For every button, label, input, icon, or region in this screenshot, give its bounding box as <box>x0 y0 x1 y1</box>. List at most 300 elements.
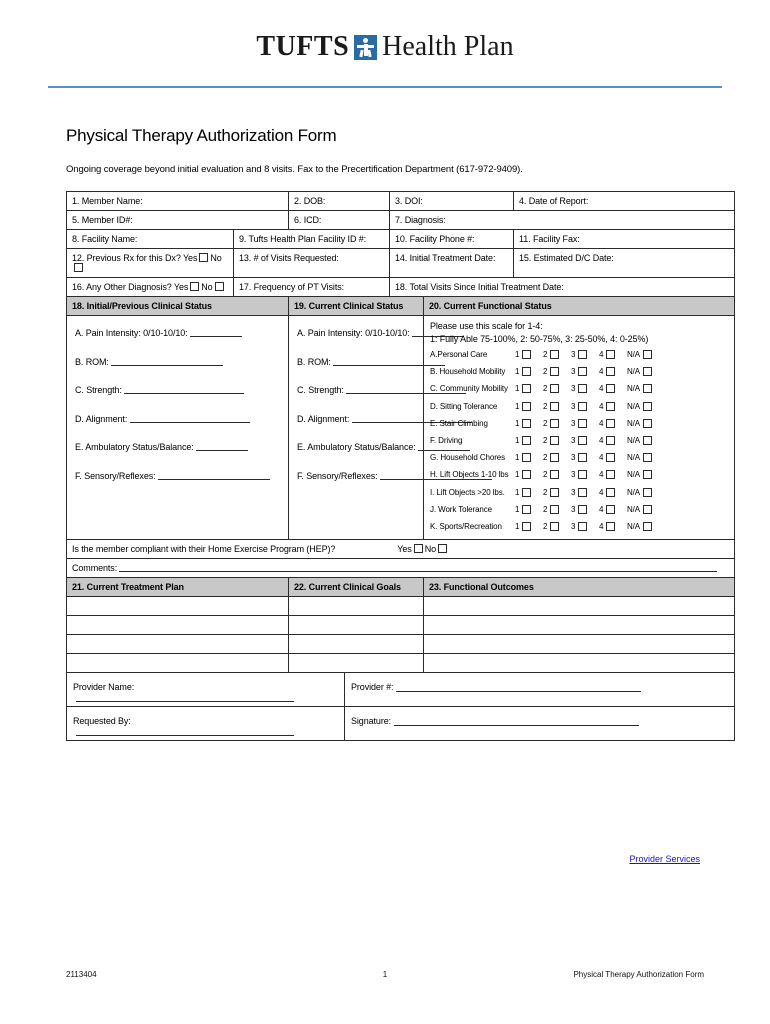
page-footer <box>66 970 704 979</box>
field-total-visits[interactable]: 18. Total Visits Since Initial Treatment Date: <box>390 278 735 297</box>
functional-option-3[interactable] <box>571 419 599 428</box>
functional-option-checkbox[interactable] <box>550 367 559 376</box>
functional-option-checkbox[interactable] <box>550 453 559 462</box>
provider-number-label: Provider #: <box>351 682 394 693</box>
section-header-functional-outcomes: 23. Functional Outcomes <box>424 578 735 597</box>
functional-status-row <box>430 432 730 449</box>
field-previous-rx[interactable] <box>67 249 234 278</box>
functional-option-checkbox[interactable] <box>578 453 587 462</box>
current-clinical-status-cell <box>289 316 424 540</box>
functional-option-4[interactable] <box>599 367 627 376</box>
functional-option-checkbox[interactable] <box>522 367 531 376</box>
functional-status-label: D. Sitting Tolerance <box>430 401 498 411</box>
table-row <box>67 192 735 211</box>
hep-question-label: Is the member compliant with their Home Exercise Program (HEP)? <box>72 544 336 555</box>
functional-option-checkbox[interactable] <box>643 436 652 445</box>
functional-option-4[interactable] <box>599 522 627 531</box>
table-row <box>67 297 735 316</box>
functional-option-2[interactable] <box>543 367 571 376</box>
clinical-item[interactable] <box>297 357 419 367</box>
functional-option-checkbox[interactable] <box>606 488 615 497</box>
functional-option-label: 4 <box>599 487 604 497</box>
functional-option-label: 1 <box>515 367 520 377</box>
functional-option-label: 2 <box>543 367 548 377</box>
functional-outcomes-cell[interactable] <box>424 597 735 616</box>
functional-outcomes-cell[interactable] <box>424 616 735 635</box>
functional-option-checkbox[interactable] <box>643 522 652 531</box>
treatment-plan-cell[interactable] <box>67 654 289 673</box>
field-facility-name[interactable]: 8. Facility Name: <box>67 230 234 249</box>
clinical-item-blank[interactable] <box>158 471 270 480</box>
clinical-item-label: B. ROM: <box>75 356 109 367</box>
functional-option-label: N/A <box>627 487 641 497</box>
table-row <box>67 249 735 278</box>
clinical-goals-cell[interactable] <box>289 635 424 654</box>
functional-option-label: 2 <box>543 436 548 446</box>
functional-status-label: C. Community Mobility <box>430 384 508 394</box>
functional-option-checkbox[interactable] <box>522 522 531 531</box>
functional-option-label: 2 <box>543 521 548 531</box>
functional-option-2[interactable] <box>543 470 571 479</box>
provider-services-link[interactable]: Provider Services <box>629 854 700 865</box>
field-member-id[interactable]: 5. Member ID#: <box>67 211 289 230</box>
functional-option-checkbox[interactable] <box>606 402 615 411</box>
section-header-initial-clinical-status: 18. Initial/Previous Clinical Status <box>67 297 289 316</box>
section-header-current-clinical-status: 19. Current Clinical Status <box>289 297 424 316</box>
functional-option-checkbox[interactable] <box>522 436 531 445</box>
functional-option-label: N/A <box>627 401 641 411</box>
functional-status-row <box>430 415 730 432</box>
functional-option-checkbox[interactable] <box>578 488 587 497</box>
authorization-form-table <box>66 191 735 741</box>
functional-option-checkbox[interactable] <box>643 453 652 462</box>
requested-by-label: Requested By: <box>73 716 131 727</box>
functional-scale-line-2: 1: Fully Able 75-100%, 2: 50-75%, 3: 25-50%, 4: 0-25%) <box>430 333 649 344</box>
provider-name-cell[interactable] <box>67 673 345 707</box>
functional-option-checkbox[interactable] <box>643 350 652 359</box>
functional-option-label: 4 <box>599 401 604 411</box>
functional-option-checkbox[interactable] <box>522 453 531 462</box>
functional-option-label: N/A <box>627 504 641 514</box>
clinical-item-label: D. Alignment: <box>297 413 350 424</box>
footer-doc-id: 2113404 <box>66 970 97 979</box>
field-icd[interactable]: 6. ICD: <box>289 211 390 230</box>
functional-option-2[interactable] <box>543 384 571 393</box>
clinical-item-blank[interactable] <box>333 357 445 366</box>
functional-option-checkbox[interactable] <box>522 350 531 359</box>
functional-option-label: 2 <box>543 350 548 360</box>
functional-option-n-a[interactable] <box>627 350 659 359</box>
treatment-plan-cell[interactable] <box>67 616 289 635</box>
field-visits-requested[interactable]: 13. # of Visits Requested: <box>234 249 390 278</box>
functional-option-checkbox[interactable] <box>643 488 652 497</box>
functional-option-label: 3 <box>571 453 576 463</box>
functional-option-4[interactable] <box>599 419 627 428</box>
clinical-item-label: C. Strength: <box>75 385 122 395</box>
functional-status-row <box>430 346 730 363</box>
logo-wordmark-health-plan: Health Plan <box>382 31 514 62</box>
table-row <box>67 316 735 540</box>
functional-option-1[interactable] <box>515 350 543 359</box>
functional-option-label: 3 <box>571 384 576 394</box>
table-row <box>67 559 735 578</box>
functional-option-1[interactable] <box>515 436 543 445</box>
other-diagnosis-no-checkbox[interactable] <box>215 282 224 291</box>
functional-option-label: 1 <box>515 350 520 360</box>
provider-number-cell[interactable] <box>345 673 735 707</box>
functional-option-label: 1 <box>515 521 520 531</box>
functional-option-label: 2 <box>543 401 548 411</box>
functional-option-checkbox[interactable] <box>578 505 587 514</box>
functional-option-checkbox[interactable] <box>578 419 587 428</box>
functional-option-label: 3 <box>571 504 576 514</box>
field-estimated-dc-date[interactable]: 15. Estimated D/C Date: <box>514 249 735 278</box>
functional-option-3[interactable] <box>571 436 599 445</box>
functional-option-checkbox[interactable] <box>606 350 615 359</box>
functional-option-n-a[interactable] <box>627 470 659 479</box>
functional-option-n-a[interactable] <box>627 436 659 445</box>
clinical-item-blank[interactable] <box>190 328 242 337</box>
functional-option-checkbox[interactable] <box>606 505 615 514</box>
functional-option-1[interactable] <box>515 522 543 531</box>
comments-label: Comments: <box>72 563 118 574</box>
field-member-name[interactable]: 1. Member Name: <box>67 192 289 211</box>
footer-form-name: Physical Therapy Authorization Form <box>573 970 705 979</box>
functional-option-checkbox[interactable] <box>578 350 587 359</box>
clinical-item[interactable] <box>297 414 419 424</box>
functional-option-4[interactable] <box>599 505 627 514</box>
field-facility-id[interactable]: 9. Tufts Health Plan Facility ID #: <box>234 230 390 249</box>
functional-option-label: N/A <box>627 521 641 531</box>
field-facility-phone[interactable]: 10. Facility Phone #: <box>390 230 514 249</box>
functional-option-checkbox[interactable] <box>522 402 531 411</box>
functional-option-checkbox[interactable] <box>578 522 587 531</box>
functional-items-list <box>430 346 730 535</box>
functional-option-checkbox[interactable] <box>606 470 615 479</box>
functional-option-label: 3 <box>571 487 576 497</box>
header-divider-rule <box>48 86 722 88</box>
functional-option-label: 2 <box>543 470 548 480</box>
functional-option-2[interactable] <box>543 436 571 445</box>
functional-option-4[interactable] <box>599 488 627 497</box>
page-title: Physical Therapy Authorization Form <box>66 126 337 145</box>
clinical-item[interactable] <box>297 442 419 452</box>
functional-option-checkbox[interactable] <box>522 488 531 497</box>
functional-option-2[interactable] <box>543 453 571 462</box>
field-frequency-pt-visits[interactable]: 17. Frequency of PT Visits: <box>234 278 390 297</box>
functional-option-checkbox[interactable] <box>550 384 559 393</box>
functional-status-label: E. Stair Climbing <box>430 418 488 428</box>
other-diagnosis-no-label: No <box>201 282 213 292</box>
functional-status-label: F. Driving <box>430 436 463 446</box>
functional-option-checkbox[interactable] <box>522 505 531 514</box>
table-row <box>67 211 735 230</box>
functional-option-label: N/A <box>627 384 641 394</box>
field-initial-treatment-date[interactable]: 14. Initial Treatment Date: <box>390 249 514 278</box>
functional-option-checkbox[interactable] <box>606 367 615 376</box>
other-diagnosis-yes-checkbox[interactable] <box>190 282 199 291</box>
functional-status-row <box>430 518 730 535</box>
functional-option-4[interactable] <box>599 402 627 411</box>
functional-option-n-a[interactable] <box>627 419 659 428</box>
functional-option-label: 3 <box>571 350 576 360</box>
functional-option-n-a[interactable] <box>627 505 659 514</box>
functional-option-label: 1 <box>515 401 520 411</box>
clinical-item-blank[interactable] <box>111 357 223 366</box>
functional-option-3[interactable] <box>571 505 599 514</box>
field-diagnosis[interactable]: 7. Diagnosis: <box>390 211 735 230</box>
functional-option-label: N/A <box>627 367 641 377</box>
functional-option-label: N/A <box>627 436 641 446</box>
functional-option-checkbox[interactable] <box>643 384 652 393</box>
table-row <box>67 540 735 559</box>
field-doi[interactable]: 3. DOI: <box>390 192 514 211</box>
functional-option-3[interactable] <box>571 470 599 479</box>
clinical-item[interactable] <box>297 328 419 338</box>
functional-option-checkbox[interactable] <box>643 367 652 376</box>
functional-option-3[interactable] <box>571 350 599 359</box>
functional-option-label: 2 <box>543 418 548 428</box>
functional-option-checkbox[interactable] <box>578 384 587 393</box>
functional-option-1[interactable] <box>515 419 543 428</box>
clinical-item-label: F. Sensory/Reflexes: <box>297 470 378 481</box>
functional-option-4[interactable] <box>599 470 627 479</box>
functional-option-3[interactable] <box>571 402 599 411</box>
functional-option-1[interactable] <box>515 488 543 497</box>
functional-option-n-a[interactable] <box>627 488 659 497</box>
clinical-item[interactable] <box>297 471 419 481</box>
hep-no-label: No <box>424 544 436 555</box>
clinical-item[interactable] <box>75 414 284 424</box>
clinical-item-label: D. Alignment: <box>75 413 128 424</box>
comments-row[interactable] <box>67 559 735 578</box>
functional-option-checkbox[interactable] <box>643 470 652 479</box>
clinical-item[interactable] <box>75 471 284 481</box>
clinical-goals-cell[interactable] <box>289 654 424 673</box>
clinical-item[interactable] <box>297 385 419 395</box>
functional-status-row <box>430 363 730 380</box>
table-row <box>67 597 735 616</box>
functional-option-checkbox[interactable] <box>550 522 559 531</box>
functional-option-n-a[interactable] <box>627 402 659 411</box>
functional-option-4[interactable] <box>599 453 627 462</box>
functional-option-label: 4 <box>599 367 604 377</box>
hep-yes-label: Yes <box>397 544 412 555</box>
functional-option-label: 3 <box>571 367 576 377</box>
functional-option-3[interactable] <box>571 488 599 497</box>
functional-option-checkbox[interactable] <box>606 522 615 531</box>
hep-no-checkbox[interactable] <box>438 544 447 553</box>
functional-option-label: 4 <box>599 504 604 514</box>
functional-option-1[interactable] <box>515 367 543 376</box>
table-row <box>67 230 735 249</box>
functional-option-checkbox[interactable] <box>522 470 531 479</box>
functional-option-label: 3 <box>571 521 576 531</box>
functional-option-label: 1 <box>515 487 520 497</box>
clinical-item-blank[interactable] <box>196 442 248 451</box>
functional-option-label: 1 <box>515 436 520 446</box>
functional-option-3[interactable] <box>571 384 599 393</box>
functional-option-4[interactable] <box>599 436 627 445</box>
functional-option-label: 3 <box>571 418 576 428</box>
functional-option-2[interactable] <box>543 522 571 531</box>
clinical-item-label: A. Pain Intensity: 0/10-10/10: <box>297 328 410 338</box>
functional-option-checkbox[interactable] <box>550 419 559 428</box>
treatment-plan-cell[interactable] <box>67 597 289 616</box>
functional-option-n-a[interactable] <box>627 384 659 393</box>
functional-option-checkbox[interactable] <box>550 470 559 479</box>
functional-option-n-a[interactable] <box>627 453 659 462</box>
functional-option-label: 1 <box>515 470 520 480</box>
functional-scale-line-1: Please use this scale for 1-4: <box>430 321 543 331</box>
functional-option-n-a[interactable] <box>627 367 659 376</box>
hep-yes-checkbox[interactable] <box>414 544 423 553</box>
functional-option-checkbox[interactable] <box>578 367 587 376</box>
functional-option-checkbox[interactable] <box>578 402 587 411</box>
functional-option-1[interactable] <box>515 384 543 393</box>
field-other-diagnosis[interactable] <box>67 278 234 297</box>
functional-option-2[interactable] <box>543 350 571 359</box>
functional-option-checkbox[interactable] <box>522 419 531 428</box>
previous-rx-no-label: No <box>210 253 222 263</box>
functional-option-label: 1 <box>515 504 520 514</box>
footer-page-number: 1 <box>382 970 388 979</box>
clinical-item-blank[interactable] <box>124 385 244 394</box>
section-header-current-functional-status: 20. Current Functional Status <box>424 297 735 316</box>
functional-option-checkbox[interactable] <box>643 402 652 411</box>
clinical-goals-cell[interactable] <box>289 616 424 635</box>
functional-status-label: G. Household Chores <box>430 453 506 463</box>
functional-status-row <box>430 449 730 466</box>
functional-option-label: 2 <box>543 384 548 394</box>
clinical-item[interactable] <box>75 328 284 338</box>
functional-option-checkbox[interactable] <box>643 419 652 428</box>
functional-status-row <box>430 398 730 415</box>
functional-status-label: H. Lift Objects 1-10 lbs <box>430 470 509 480</box>
previous-rx-no-checkbox[interactable] <box>74 263 83 272</box>
functional-option-3[interactable] <box>571 367 599 376</box>
clinical-item[interactable] <box>75 385 284 395</box>
clinical-item-blank[interactable] <box>130 414 250 423</box>
provider-name-input-line[interactable] <box>76 692 294 702</box>
functional-option-2[interactable] <box>543 419 571 428</box>
requested-by-cell[interactable] <box>67 707 345 741</box>
functional-status-label: J. Work Tolerance <box>430 504 493 514</box>
functional-option-3[interactable] <box>571 453 599 462</box>
functional-outcomes-cell[interactable] <box>424 635 735 654</box>
functional-option-label: 4 <box>599 418 604 428</box>
clinical-item[interactable] <box>75 357 284 367</box>
table-row <box>67 616 735 635</box>
logo-wordmark-tufts: TUFTS <box>256 31 350 62</box>
functional-option-label: 4 <box>599 436 604 446</box>
table-row <box>67 578 735 597</box>
other-diagnosis-label: 16. Any Other Diagnosis? Yes <box>72 282 189 292</box>
signature-cell[interactable] <box>345 707 735 741</box>
functional-option-label: 4 <box>599 384 604 394</box>
functional-option-1[interactable] <box>515 470 543 479</box>
clinical-goals-cell[interactable] <box>289 597 424 616</box>
functional-option-2[interactable] <box>543 488 571 497</box>
page-subtitle: Ongoing coverage beyond initial evaluation and 8 visits. Fax to the Precertification Department (617-972-9409). <box>66 164 523 175</box>
functional-option-4[interactable] <box>599 350 627 359</box>
caduceus-figure-icon <box>354 35 377 60</box>
functional-status-label: B. Household Mobility <box>430 367 506 377</box>
functional-option-checkbox[interactable] <box>550 505 559 514</box>
hep-compliance-row <box>67 540 735 559</box>
functional-option-checkbox[interactable] <box>606 436 615 445</box>
functional-option-3[interactable] <box>571 522 599 531</box>
clinical-item-label: B. ROM: <box>297 356 331 367</box>
clinical-item[interactable] <box>75 442 284 452</box>
functional-option-2[interactable] <box>543 505 571 514</box>
functional-status-row <box>430 501 730 518</box>
functional-option-checkbox[interactable] <box>606 384 615 393</box>
functional-option-checkbox[interactable] <box>550 436 559 445</box>
table-row <box>67 278 735 297</box>
functional-option-checkbox[interactable] <box>643 505 652 514</box>
functional-option-label: 4 <box>599 350 604 360</box>
functional-option-n-a[interactable] <box>627 522 659 531</box>
section-header-current-clinical-goals: 22. Current Clinical Goals <box>289 578 424 597</box>
previous-rx-label: 12. Previous Rx for this Dx? Yes <box>72 253 198 263</box>
functional-outcomes-cell[interactable] <box>424 654 735 673</box>
table-row <box>67 673 735 707</box>
provider-number-input-line[interactable] <box>396 682 641 692</box>
functional-option-4[interactable] <box>599 384 627 393</box>
functional-option-checkbox[interactable] <box>522 384 531 393</box>
functional-option-label: N/A <box>627 470 641 480</box>
functional-option-label: N/A <box>627 350 641 360</box>
functional-option-checkbox[interactable] <box>578 470 587 479</box>
table-row <box>67 635 735 654</box>
clinical-item-label: E. Ambulatory Status/Balance: <box>75 442 194 452</box>
functional-option-label: 3 <box>571 401 576 411</box>
functional-option-label: 1 <box>515 384 520 394</box>
table-row <box>67 707 735 741</box>
functional-option-2[interactable] <box>543 402 571 411</box>
treatment-plan-cell[interactable] <box>67 635 289 654</box>
functional-option-checkbox[interactable] <box>578 436 587 445</box>
comments-input-line[interactable] <box>119 563 717 572</box>
field-facility-fax[interactable]: 11. Facility Fax: <box>514 230 735 249</box>
clinical-item-label: C. Strength: <box>297 385 344 395</box>
functional-option-label: 1 <box>515 453 520 463</box>
functional-option-checkbox[interactable] <box>606 453 615 462</box>
functional-option-1[interactable] <box>515 453 543 462</box>
functional-option-checkbox[interactable] <box>550 488 559 497</box>
functional-option-label: 2 <box>543 504 548 514</box>
functional-option-label: 1 <box>515 418 520 428</box>
signature-label: Signature: <box>351 716 392 727</box>
initial-clinical-status-cell <box>67 316 289 540</box>
functional-option-checkbox[interactable] <box>550 350 559 359</box>
field-dob[interactable]: 2. DOB: <box>289 192 390 211</box>
previous-rx-yes-checkbox[interactable] <box>199 253 208 262</box>
field-date-of-report[interactable]: 4. Date of Report: <box>514 192 735 211</box>
functional-option-1[interactable] <box>515 402 543 411</box>
signature-input-line[interactable] <box>394 716 639 726</box>
functional-option-checkbox[interactable] <box>606 419 615 428</box>
table-row <box>67 654 735 673</box>
functional-status-label: I. Lift Objects >20 lbs. <box>430 487 505 497</box>
functional-option-1[interactable] <box>515 505 543 514</box>
functional-option-checkbox[interactable] <box>550 402 559 411</box>
requested-by-input-line[interactable] <box>76 726 294 736</box>
functional-status-label: A.Personal Care <box>430 350 488 360</box>
section-header-current-treatment-plan: 21. Current Treatment Plan <box>67 578 289 597</box>
clinical-item-label: A. Pain Intensity: 0/10-10/10: <box>75 328 188 338</box>
